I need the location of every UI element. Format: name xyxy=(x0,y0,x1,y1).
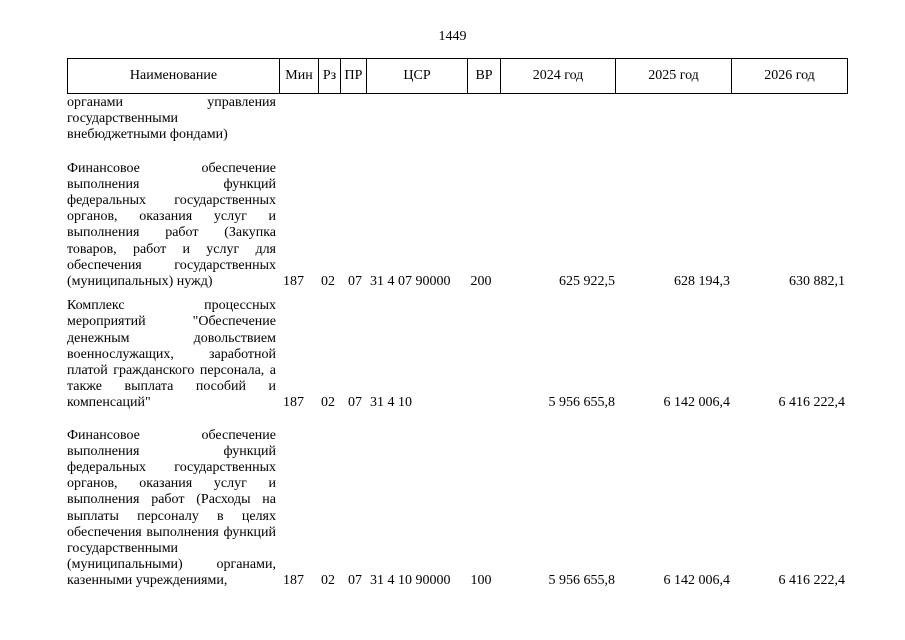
header-pr: ПР xyxy=(341,59,367,94)
header-vr: ВР xyxy=(468,59,501,94)
header-csr: ЦСР xyxy=(367,59,468,94)
cell-vr: 100 xyxy=(470,573,492,589)
table-row xyxy=(67,428,850,590)
table-row xyxy=(67,95,850,144)
table-body xyxy=(67,95,850,590)
cell-2026: 6 416 222,4 xyxy=(778,395,845,411)
row-name: Финансовое обеспечение выполнения функций федеральных государственных органов, оказания услуг и выполнения работ (Закупка товаров, работ и услуг для обеспечения государственных (муниципальных) нужд) xyxy=(67,160,276,290)
cell-pr: 07 xyxy=(348,274,362,290)
cell-2025: 6 142 006,4 xyxy=(663,573,730,589)
table-row xyxy=(67,298,850,411)
cell-2025: 6 142 006,4 xyxy=(663,395,730,411)
cell-csr: 31 4 10 90000 xyxy=(370,573,451,589)
cell-pr: 07 xyxy=(348,573,362,589)
cell-min: 187 xyxy=(283,274,304,290)
cell-rz: 02 xyxy=(321,573,335,589)
cell-2024: 5 956 655,8 xyxy=(548,573,615,589)
cell-rz: 02 xyxy=(321,395,335,411)
table-row xyxy=(67,161,850,291)
cell-rz: 02 xyxy=(321,274,335,290)
cell-pr: 07 xyxy=(348,395,362,411)
row-name: Финансовое обеспечение выполнения функций федеральных государственных органов, оказания услуг и выполнения работ (Расходы на выплаты персоналу в целях обеспечения выполнения функций государственными (муниципальными) органами, казенными учреждениями, xyxy=(67,427,276,589)
header-min: Мин xyxy=(280,59,319,94)
cell-2026: 6 416 222,4 xyxy=(778,573,845,589)
row-name: Комплекс процессных мероприятий "Обеспечение денежным довольствием военнослужащих, заработной платой гражданского персонала, а также выплата пособий и компенсаций" xyxy=(67,298,276,411)
page-number: 1449 xyxy=(438,29,467,44)
header-name: Наименование xyxy=(68,59,280,94)
cell-vr: 200 xyxy=(470,274,492,290)
header-2026: 2026 год xyxy=(732,59,848,94)
header-2025: 2025 год xyxy=(616,59,732,94)
cell-min: 187 xyxy=(283,573,304,589)
table-header xyxy=(67,58,848,94)
cell-min: 187 xyxy=(283,395,304,411)
cell-2025: 628 194,3 xyxy=(674,274,730,290)
header-2024: 2024 год xyxy=(501,59,616,94)
cell-csr: 31 4 07 90000 xyxy=(370,274,451,290)
cell-2024: 625 922,5 xyxy=(559,274,615,290)
cell-2024: 5 956 655,8 xyxy=(548,395,615,411)
cell-csr: 31 4 10 xyxy=(370,395,412,411)
row-name: органами управления государственными внебюджетными фондами) xyxy=(67,95,276,143)
header-rz: Рз xyxy=(319,59,341,94)
cell-2026: 630 882,1 xyxy=(789,274,845,290)
